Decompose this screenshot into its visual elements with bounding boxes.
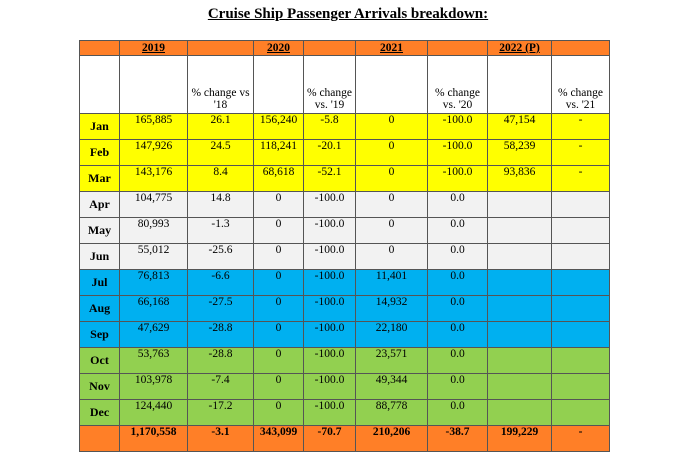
table-cell: -100.0 [304, 374, 356, 400]
table-cell [552, 322, 610, 348]
table-cell: 26.1 [188, 114, 254, 140]
table-cell [488, 322, 552, 348]
year-header [428, 41, 488, 56]
total-cell: 343,099 [254, 426, 304, 452]
table-row [80, 400, 610, 426]
table-cell: 47,629 [120, 322, 188, 348]
table-cell: 0 [254, 322, 304, 348]
table-cell: 0 [254, 400, 304, 426]
year-header: 2021 [356, 41, 428, 56]
month-label: Aug [80, 296, 120, 322]
year-header: 2020 [254, 41, 304, 56]
table-cell: -20.1 [304, 140, 356, 166]
table-cell: 0 [254, 348, 304, 374]
table-cell: -100.0 [304, 296, 356, 322]
table-cell: 0.0 [428, 296, 488, 322]
table-cell: -28.8 [188, 322, 254, 348]
table-cell: -5.8 [304, 114, 356, 140]
table-cell: 68,618 [254, 166, 304, 192]
table-cell: 55,012 [120, 244, 188, 270]
table-cell: -100.0 [304, 270, 356, 296]
year-header: 2019 [120, 41, 188, 56]
table-cell: 0 [254, 244, 304, 270]
corner-cell [80, 41, 120, 56]
table-cell: -7.4 [188, 374, 254, 400]
table-cell: 104,775 [120, 192, 188, 218]
table-cell: 24.5 [188, 140, 254, 166]
table-cell [552, 296, 610, 322]
table-cell: 0.0 [428, 244, 488, 270]
column-subheader [356, 56, 428, 114]
column-subheader: % change vs. '20 [428, 56, 488, 114]
table-cell [488, 270, 552, 296]
table-cell: - [552, 166, 610, 192]
table-cell: 0 [254, 270, 304, 296]
totals-label [80, 426, 120, 452]
table-row [80, 218, 610, 244]
subheader-row [80, 56, 610, 114]
corner-cell [80, 56, 120, 114]
table-cell: -6.6 [188, 270, 254, 296]
month-label: May [80, 218, 120, 244]
table-cell: -100.0 [304, 348, 356, 374]
table-cell: -100.0 [304, 192, 356, 218]
table-cell: 49,344 [356, 374, 428, 400]
table-cell: -1.3 [188, 218, 254, 244]
table-cell: -100.0 [304, 218, 356, 244]
table-row [80, 374, 610, 400]
month-label: Nov [80, 374, 120, 400]
year-header-row [80, 41, 610, 56]
table-cell [552, 374, 610, 400]
table-cell: 0.0 [428, 270, 488, 296]
column-subheader [120, 56, 188, 114]
table-cell: 0.0 [428, 192, 488, 218]
page-title: Cruise Ship Passenger Arrivals breakdown: [207, 6, 489, 22]
table-cell: 0 [254, 374, 304, 400]
table-cell [552, 400, 610, 426]
table-cell: - [552, 140, 610, 166]
table-row [80, 140, 610, 166]
table-row [80, 270, 610, 296]
table-cell: 93,836 [488, 166, 552, 192]
table-cell: 165,885 [120, 114, 188, 140]
month-label: Apr [80, 192, 120, 218]
table-cell [552, 348, 610, 374]
table-cell [488, 374, 552, 400]
month-label: Jul [80, 270, 120, 296]
table-cell: -25.6 [188, 244, 254, 270]
table-cell: 14,932 [356, 296, 428, 322]
table-cell: 0 [254, 218, 304, 244]
month-label: Sep [80, 322, 120, 348]
table-cell: 0 [356, 244, 428, 270]
table-cell: 23,571 [356, 348, 428, 374]
table-cell: 22,180 [356, 322, 428, 348]
table-cell [488, 218, 552, 244]
table-cell: -100.0 [304, 244, 356, 270]
table-row [80, 322, 610, 348]
table-cell [488, 244, 552, 270]
table-cell: 0 [356, 218, 428, 244]
totals-row [80, 426, 610, 452]
table-cell: 147,926 [120, 140, 188, 166]
table-cell [488, 348, 552, 374]
table-row [80, 192, 610, 218]
table-cell: 8.4 [188, 166, 254, 192]
table-cell: 0.0 [428, 400, 488, 426]
arrivals-table [79, 40, 610, 452]
year-header: 2022 (P) [488, 41, 552, 56]
total-cell: -38.7 [428, 426, 488, 452]
total-cell: -70.7 [304, 426, 356, 452]
table-cell: 124,440 [120, 400, 188, 426]
table-cell [552, 192, 610, 218]
total-cell: 1,170,558 [120, 426, 188, 452]
month-label: Oct [80, 348, 120, 374]
table-cell [552, 218, 610, 244]
table-cell: 88,778 [356, 400, 428, 426]
table-row [80, 244, 610, 270]
table-cell: 14.8 [188, 192, 254, 218]
table-cell: -100.0 [428, 114, 488, 140]
column-subheader: % change vs. '21 [552, 56, 610, 114]
table-cell: -100.0 [304, 322, 356, 348]
table-cell: 0.0 [428, 374, 488, 400]
table-row [80, 348, 610, 374]
table-cell: 143,176 [120, 166, 188, 192]
month-label: Mar [80, 166, 120, 192]
table-cell: 66,168 [120, 296, 188, 322]
table-cell: -17.2 [188, 400, 254, 426]
month-label: Jun [80, 244, 120, 270]
table-cell: 76,813 [120, 270, 188, 296]
table-cell: 0.0 [428, 348, 488, 374]
total-cell: -3.1 [188, 426, 254, 452]
table-cell: -100.0 [304, 400, 356, 426]
column-subheader [254, 56, 304, 114]
month-label: Jan [80, 114, 120, 140]
total-cell: 210,206 [356, 426, 428, 452]
table-cell: 0.0 [428, 322, 488, 348]
table-cell: 0 [356, 166, 428, 192]
table-row [80, 166, 610, 192]
table-cell: 58,239 [488, 140, 552, 166]
table-cell: 11,401 [356, 270, 428, 296]
table-cell: - [552, 114, 610, 140]
table-row [80, 114, 610, 140]
table-cell: -100.0 [428, 140, 488, 166]
table-cell: 0 [356, 114, 428, 140]
total-cell: 199,229 [488, 426, 552, 452]
total-cell: - [552, 426, 610, 452]
year-header [304, 41, 356, 56]
year-header [552, 41, 610, 56]
table-cell: 0 [356, 140, 428, 166]
table-cell: 156,240 [254, 114, 304, 140]
table-cell: -52.1 [304, 166, 356, 192]
table-cell: -27.5 [188, 296, 254, 322]
table-row [80, 296, 610, 322]
table-cell [488, 296, 552, 322]
table-cell [488, 192, 552, 218]
table-cell: 0 [356, 192, 428, 218]
table-cell [552, 270, 610, 296]
table-cell: 80,993 [120, 218, 188, 244]
column-subheader [488, 56, 552, 114]
table-cell: 103,978 [120, 374, 188, 400]
table-cell [552, 244, 610, 270]
table-cell: 0.0 [428, 218, 488, 244]
column-subheader: % change vs '18 [188, 56, 254, 114]
table-cell: 53,763 [120, 348, 188, 374]
table-cell: 118,241 [254, 140, 304, 166]
month-label: Dec [80, 400, 120, 426]
table-cell: 47,154 [488, 114, 552, 140]
column-subheader: % change vs. '19 [304, 56, 356, 114]
year-header [188, 41, 254, 56]
table-cell: -100.0 [428, 166, 488, 192]
table-cell: -28.8 [188, 348, 254, 374]
month-label: Feb [80, 140, 120, 166]
table-cell [488, 400, 552, 426]
table-cell: 0 [254, 192, 304, 218]
table-cell: 0 [254, 296, 304, 322]
